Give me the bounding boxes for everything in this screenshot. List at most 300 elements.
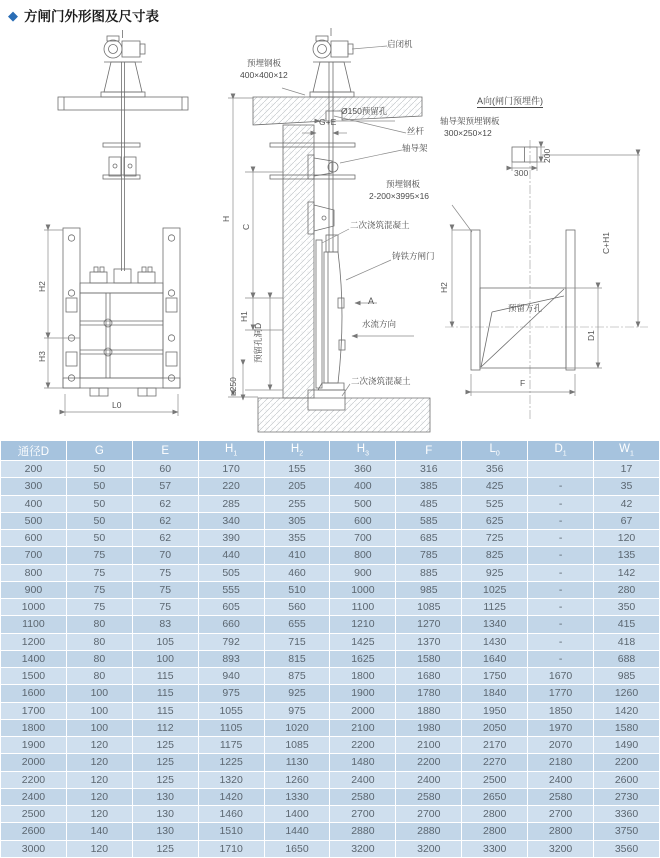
table-cell: 316 xyxy=(396,461,462,478)
table-cell: 975 xyxy=(198,685,264,702)
table-cell: 1680 xyxy=(396,668,462,685)
table-cell: 1800 xyxy=(330,668,396,685)
table-cell: 50 xyxy=(66,461,132,478)
dim-label-c: C xyxy=(241,223,251,230)
column-header: $H_1$ xyxy=(198,441,264,461)
table-cell: 115 xyxy=(132,702,198,719)
table-cell: 50 xyxy=(66,512,132,529)
table-cell: 1770 xyxy=(528,685,594,702)
table-cell: 1400 xyxy=(264,806,330,823)
table-cell: 140 xyxy=(66,823,132,840)
table-cell: 1500 xyxy=(1,668,67,685)
table-cell: 50 xyxy=(66,495,132,512)
table-cell: 725 xyxy=(462,530,528,547)
table-cell: 418 xyxy=(594,633,660,650)
table-cell: 1750 xyxy=(462,668,528,685)
table-cell: 62 xyxy=(132,530,198,547)
table-cell: 1260 xyxy=(594,685,660,702)
table-cell: 350 xyxy=(594,599,660,616)
dim-label-300: 300 xyxy=(514,168,529,178)
label-guide-plate-name: 轴导架预埋钢板 xyxy=(440,116,500,126)
table-cell: 300 xyxy=(1,478,67,495)
dim-label-200: 200 xyxy=(542,148,552,163)
table-cell: 925 xyxy=(264,685,330,702)
table-cell: 62 xyxy=(132,512,198,529)
table-cell: 1850 xyxy=(528,702,594,719)
table-cell: 2700 xyxy=(396,806,462,823)
table-row xyxy=(1,702,660,719)
table-cell: 112 xyxy=(132,719,198,736)
table-cell: 1840 xyxy=(462,685,528,702)
table-cell: 3200 xyxy=(396,840,462,858)
table-cell: 1880 xyxy=(396,702,462,719)
table-cell: 80 xyxy=(66,633,132,650)
table-cell: 1370 xyxy=(396,633,462,650)
table-row xyxy=(1,512,660,529)
table-cell: 120 xyxy=(594,530,660,547)
column-header: $W_1$ xyxy=(594,441,660,461)
table-cell: 1130 xyxy=(264,754,330,771)
table-cell: 500 xyxy=(1,512,67,529)
table-row xyxy=(1,840,660,858)
table-cell: 1430 xyxy=(462,633,528,650)
table-cell: 1460 xyxy=(198,806,264,823)
table-cell: 115 xyxy=(132,668,198,685)
table-cell: 75 xyxy=(132,599,198,616)
table-cell: 2200 xyxy=(396,754,462,771)
table-row xyxy=(1,616,660,633)
table-cell: 2200 xyxy=(594,754,660,771)
label-hoist: 启闭机 xyxy=(387,39,413,49)
table-row xyxy=(1,633,660,650)
table-cell: 80 xyxy=(66,650,132,667)
table-cell: - xyxy=(528,564,594,581)
table-cell: 1340 xyxy=(462,616,528,633)
table-cell: 125 xyxy=(132,737,198,754)
table-cell: 1105 xyxy=(198,719,264,736)
table-cell: 1085 xyxy=(396,599,462,616)
table-cell: 1055 xyxy=(198,702,264,719)
table-cell: 1400 xyxy=(1,650,67,667)
table-cell: 2000 xyxy=(1,754,67,771)
table-cell: 75 xyxy=(132,564,198,581)
table-cell: 57 xyxy=(132,478,198,495)
table-cell: 200 xyxy=(1,461,67,478)
table-cell: 305 xyxy=(264,512,330,529)
table-cell: 2100 xyxy=(330,719,396,736)
table-cell: - xyxy=(528,495,594,512)
table-cell: 1100 xyxy=(330,599,396,616)
table-cell: - xyxy=(528,530,594,547)
table-cell: - xyxy=(528,616,594,633)
table-cell: 100 xyxy=(66,702,132,719)
table-cell: 390 xyxy=(198,530,264,547)
table-row xyxy=(1,771,660,788)
table-cell: 67 xyxy=(594,512,660,529)
table-cell: 800 xyxy=(1,564,67,581)
table-cell: - xyxy=(528,581,594,598)
dim-label-h3-front: H3 xyxy=(37,351,47,362)
table-cell: 875 xyxy=(264,668,330,685)
table-cell: 2400 xyxy=(528,771,594,788)
table-cell: - xyxy=(528,478,594,495)
table-row xyxy=(1,823,660,840)
table-cell: 3360 xyxy=(594,806,660,823)
table-cell: 1480 xyxy=(330,754,396,771)
dim-label-h: H xyxy=(221,215,231,222)
table-cell: 500 xyxy=(330,495,396,512)
table-cell: 3750 xyxy=(594,823,660,840)
table-cell: 2500 xyxy=(462,771,528,788)
table-cell: - xyxy=(528,633,594,650)
table-row xyxy=(1,719,660,736)
table-cell: 385 xyxy=(396,478,462,495)
table-cell: 425 xyxy=(462,478,528,495)
table-cell: 2200 xyxy=(330,737,396,754)
table-cell: 2400 xyxy=(330,771,396,788)
table-cell: 700 xyxy=(330,530,396,547)
table-cell: 985 xyxy=(594,668,660,685)
table-cell: 1000 xyxy=(330,581,396,598)
table-cell: 2580 xyxy=(330,788,396,805)
table-row xyxy=(1,650,660,667)
table-cell: 1270 xyxy=(396,616,462,633)
table-cell: 1650 xyxy=(264,840,330,858)
table-cell: 120 xyxy=(66,806,132,823)
label-guide-plate-size: 300×250×12 xyxy=(444,128,492,138)
table-row xyxy=(1,685,660,702)
table-cell: 1490 xyxy=(594,737,660,754)
table-cell: 1710 xyxy=(198,840,264,858)
label-hole-150: Ø150预留孔 xyxy=(341,106,388,116)
table-cell: 1625 xyxy=(330,650,396,667)
diamond-icon: ◆ xyxy=(8,7,18,23)
table-cell: 2070 xyxy=(528,737,594,754)
table-cell: 893 xyxy=(198,650,264,667)
table-cell: 1980 xyxy=(396,719,462,736)
table-cell: 1580 xyxy=(396,650,462,667)
table-cell: 900 xyxy=(330,564,396,581)
table-row xyxy=(1,788,660,805)
table-cell: 2600 xyxy=(1,823,67,840)
label-secondary-concrete-bottom: 二次浇筑混凝土 xyxy=(351,376,411,386)
table-cell: 220 xyxy=(198,478,264,495)
table-cell: 2700 xyxy=(528,806,594,823)
table-cell: 925 xyxy=(462,564,528,581)
label-flow-direction: 水流方向 xyxy=(362,319,397,329)
table-row xyxy=(1,754,660,771)
table-cell: 1330 xyxy=(264,788,330,805)
label-screw-rod: 丝杆 xyxy=(407,126,425,136)
table-cell: 170 xyxy=(198,461,264,478)
table-cell: 715 xyxy=(264,633,330,650)
table-cell xyxy=(528,461,594,478)
table-cell: 62 xyxy=(132,495,198,512)
table-cell: 1200 xyxy=(1,633,67,650)
column-header: $H_2$ xyxy=(264,441,330,461)
column-header: E xyxy=(132,441,198,461)
table-cell: 255 xyxy=(264,495,330,512)
table-cell: 2100 xyxy=(396,737,462,754)
table-cell: 2600 xyxy=(594,771,660,788)
table-cell: 125 xyxy=(132,754,198,771)
table-cell: 70 xyxy=(132,547,198,564)
table-cell: 800 xyxy=(330,547,396,564)
column-header: $D_1$ xyxy=(528,441,594,461)
table-cell: 2180 xyxy=(528,754,594,771)
table-cell: 2000 xyxy=(330,702,396,719)
table-cell: 120 xyxy=(66,754,132,771)
table-cell: 17 xyxy=(594,461,660,478)
table-row xyxy=(1,668,660,685)
table-cell: 2800 xyxy=(462,806,528,823)
table-cell: 1210 xyxy=(330,616,396,633)
table-cell: 1970 xyxy=(528,719,594,736)
table-cell: 2580 xyxy=(396,788,462,805)
table-cell: 792 xyxy=(198,633,264,650)
table-cell: 35 xyxy=(594,478,660,495)
table-cell: 2700 xyxy=(330,806,396,823)
table-cell: 2880 xyxy=(396,823,462,840)
table-cell: 815 xyxy=(264,650,330,667)
table-cell: 135 xyxy=(594,547,660,564)
table-cell: 1440 xyxy=(264,823,330,840)
table-cell: 100 xyxy=(66,719,132,736)
table-cell: 510 xyxy=(264,581,330,598)
table-cell: 120 xyxy=(66,788,132,805)
table-cell: 975 xyxy=(264,702,330,719)
table-cell: 130 xyxy=(132,788,198,805)
table-cell: 560 xyxy=(264,599,330,616)
table-cell: 75 xyxy=(132,581,198,598)
table-cell: 1225 xyxy=(198,754,264,771)
table-cell: 1510 xyxy=(198,823,264,840)
table-cell: - xyxy=(528,599,594,616)
table-row xyxy=(1,806,660,823)
table-cell: 2170 xyxy=(462,737,528,754)
table-cell: 130 xyxy=(132,823,198,840)
table-cell: 1950 xyxy=(462,702,528,719)
table-cell: 1320 xyxy=(198,771,264,788)
table-cell: 280 xyxy=(594,581,660,598)
table-cell: 505 xyxy=(198,564,264,581)
table-cell: 75 xyxy=(66,564,132,581)
table-cell: 1600 xyxy=(1,685,67,702)
table-cell: 700 xyxy=(1,547,67,564)
table-cell: - xyxy=(528,512,594,529)
table-cell: 685 xyxy=(396,530,462,547)
table-cell: 825 xyxy=(462,547,528,564)
table-cell: 2400 xyxy=(1,788,67,805)
dim-label-f: F xyxy=(520,378,526,388)
table-body xyxy=(1,461,660,858)
table-cell: 120 xyxy=(66,840,132,858)
table-cell: 60 xyxy=(132,461,198,478)
table-cell: 2880 xyxy=(330,823,396,840)
table-cell: 75 xyxy=(66,599,132,616)
table-cell: 42 xyxy=(594,495,660,512)
table-cell: 1000 xyxy=(1,599,67,616)
table-cell: 625 xyxy=(462,512,528,529)
table-row xyxy=(1,461,660,478)
table-cell: 525 xyxy=(462,495,528,512)
table-cell: 205 xyxy=(264,478,330,495)
table-cell: 2730 xyxy=(594,788,660,805)
table-cell: 605 xyxy=(198,599,264,616)
table-cell: 2050 xyxy=(462,719,528,736)
column-header: F xyxy=(396,441,462,461)
table-cell: 3000 xyxy=(1,840,67,858)
table-cell: 120 xyxy=(66,771,132,788)
table-cell: 3300 xyxy=(462,840,528,858)
table-cell: 2270 xyxy=(462,754,528,771)
table-row xyxy=(1,530,660,547)
table-cell: 83 xyxy=(132,616,198,633)
table-cell: 80 xyxy=(66,616,132,633)
table-cell: 940 xyxy=(198,668,264,685)
table-cell: 1085 xyxy=(264,737,330,754)
view-a-title: A向(闸门预埋件) xyxy=(477,96,543,108)
table-cell: 285 xyxy=(198,495,264,512)
label-reserved-hole: 预留方孔 xyxy=(508,303,543,313)
table-cell: 125 xyxy=(132,840,198,858)
table-row xyxy=(1,737,660,754)
label-embed-plate1-size: 400×400×12 xyxy=(240,70,288,80)
dim-label-h1: H1 xyxy=(239,311,249,322)
table-cell: 100 xyxy=(66,685,132,702)
table-cell: - xyxy=(528,650,594,667)
label-guide-bracket: 轴导架 xyxy=(402,143,428,153)
dim-label-h2-view-a: H2 xyxy=(439,282,449,293)
table-cell: 885 xyxy=(396,564,462,581)
dim-label-l0-front: L0 xyxy=(112,400,122,410)
label-embed-plate2-size: 2-200×3995×16 xyxy=(369,191,430,201)
column-header: G xyxy=(66,441,132,461)
table-cell: 1700 xyxy=(1,702,67,719)
table-cell: 600 xyxy=(330,512,396,529)
view-a-drawing xyxy=(445,140,648,420)
table-row xyxy=(1,547,660,564)
table-cell: 440 xyxy=(198,547,264,564)
dim-label-c-h1: C+H1 xyxy=(601,232,611,254)
table-cell: 1175 xyxy=(198,737,264,754)
dim-label-h2-front: H2 xyxy=(37,281,47,292)
table-cell: - xyxy=(528,547,594,564)
table-cell: 1420 xyxy=(198,788,264,805)
table-cell: 1020 xyxy=(264,719,330,736)
table-cell: 400 xyxy=(1,495,67,512)
table-cell: 400 xyxy=(330,478,396,495)
table-cell: 460 xyxy=(264,564,330,581)
table-cell: 115 xyxy=(132,685,198,702)
table-cell: 2650 xyxy=(462,788,528,805)
table-cell: 660 xyxy=(198,616,264,633)
table-cell: 1900 xyxy=(330,685,396,702)
table-cell: 1100 xyxy=(1,616,67,633)
table-cell: 485 xyxy=(396,495,462,512)
dim-label-ge: G+E xyxy=(319,117,337,127)
column-header: $L_0$ xyxy=(462,441,528,461)
table-cell: 900 xyxy=(1,581,67,598)
table-cell: 105 xyxy=(132,633,198,650)
page-title-text: 方闸门外形图及尺寸表 xyxy=(24,9,159,24)
table-cell: 50 xyxy=(66,478,132,495)
table-cell: 1260 xyxy=(264,771,330,788)
label-embed-plate1-name: 预埋钢板 xyxy=(247,58,282,68)
dim-label-d1: D1 xyxy=(586,330,596,341)
table-cell: 1125 xyxy=(462,599,528,616)
table-row xyxy=(1,564,660,581)
label-secondary-concrete-top: 二次浇筑混凝土 xyxy=(350,220,410,230)
table-cell: 100 xyxy=(132,650,198,667)
table-cell: 130 xyxy=(132,806,198,823)
table-cell: 2400 xyxy=(396,771,462,788)
table-cell: 2200 xyxy=(1,771,67,788)
table-cell: 142 xyxy=(594,564,660,581)
table-row xyxy=(1,599,660,616)
dimension-table-wrap xyxy=(0,440,660,858)
table-cell: 155 xyxy=(264,461,330,478)
label-embed-plate2-name: 预埋钢板 xyxy=(386,179,421,189)
table-cell: 356 xyxy=(462,461,528,478)
table-cell: 1425 xyxy=(330,633,396,650)
front-view-drawing xyxy=(44,30,188,416)
table-row xyxy=(1,495,660,512)
table-cell: 340 xyxy=(198,512,264,529)
table-cell: 1420 xyxy=(594,702,660,719)
table-cell: 2800 xyxy=(462,823,528,840)
table-cell: 125 xyxy=(132,771,198,788)
table-cell: 1800 xyxy=(1,719,67,736)
table-cell: 1900 xyxy=(1,737,67,754)
table-cell: 1580 xyxy=(594,719,660,736)
table-cell: 75 xyxy=(66,581,132,598)
table-cell: 355 xyxy=(264,530,330,547)
column-header: $H_3$ xyxy=(330,441,396,461)
table-cell: 2800 xyxy=(528,823,594,840)
table-cell: 985 xyxy=(396,581,462,598)
table-cell: 2580 xyxy=(528,788,594,805)
table-cell: 1780 xyxy=(396,685,462,702)
label-reserved-opening: 预留孔洞D xyxy=(253,322,263,363)
table-cell: 600 xyxy=(1,530,67,547)
table-cell: 655 xyxy=(264,616,330,633)
label-cast-iron-gate: 铸铁方闸门 xyxy=(392,251,435,261)
dimension-table xyxy=(0,440,660,858)
table-cell: 555 xyxy=(198,581,264,598)
table-cell: 120 xyxy=(66,737,132,754)
table-cell: 1640 xyxy=(462,650,528,667)
table-cell: 75 xyxy=(66,547,132,564)
table-cell: 688 xyxy=(594,650,660,667)
table-cell: 80 xyxy=(66,668,132,685)
table-cell: 360 xyxy=(330,461,396,478)
table-cell: 3200 xyxy=(528,840,594,858)
table-cell: 415 xyxy=(594,616,660,633)
column-header: 通径D xyxy=(1,441,67,461)
table-cell: 585 xyxy=(396,512,462,529)
table-cell: 2500 xyxy=(1,806,67,823)
table-header-row xyxy=(1,441,660,461)
table-row xyxy=(1,478,660,495)
table-cell: 3200 xyxy=(330,840,396,858)
table-cell: 3560 xyxy=(594,840,660,858)
table-cell: 1670 xyxy=(528,668,594,685)
dim-label-min250: ≥250 xyxy=(228,377,238,396)
table-cell: 785 xyxy=(396,547,462,564)
table-cell: 50 xyxy=(66,530,132,547)
label-view-marker-a: A xyxy=(368,296,375,306)
